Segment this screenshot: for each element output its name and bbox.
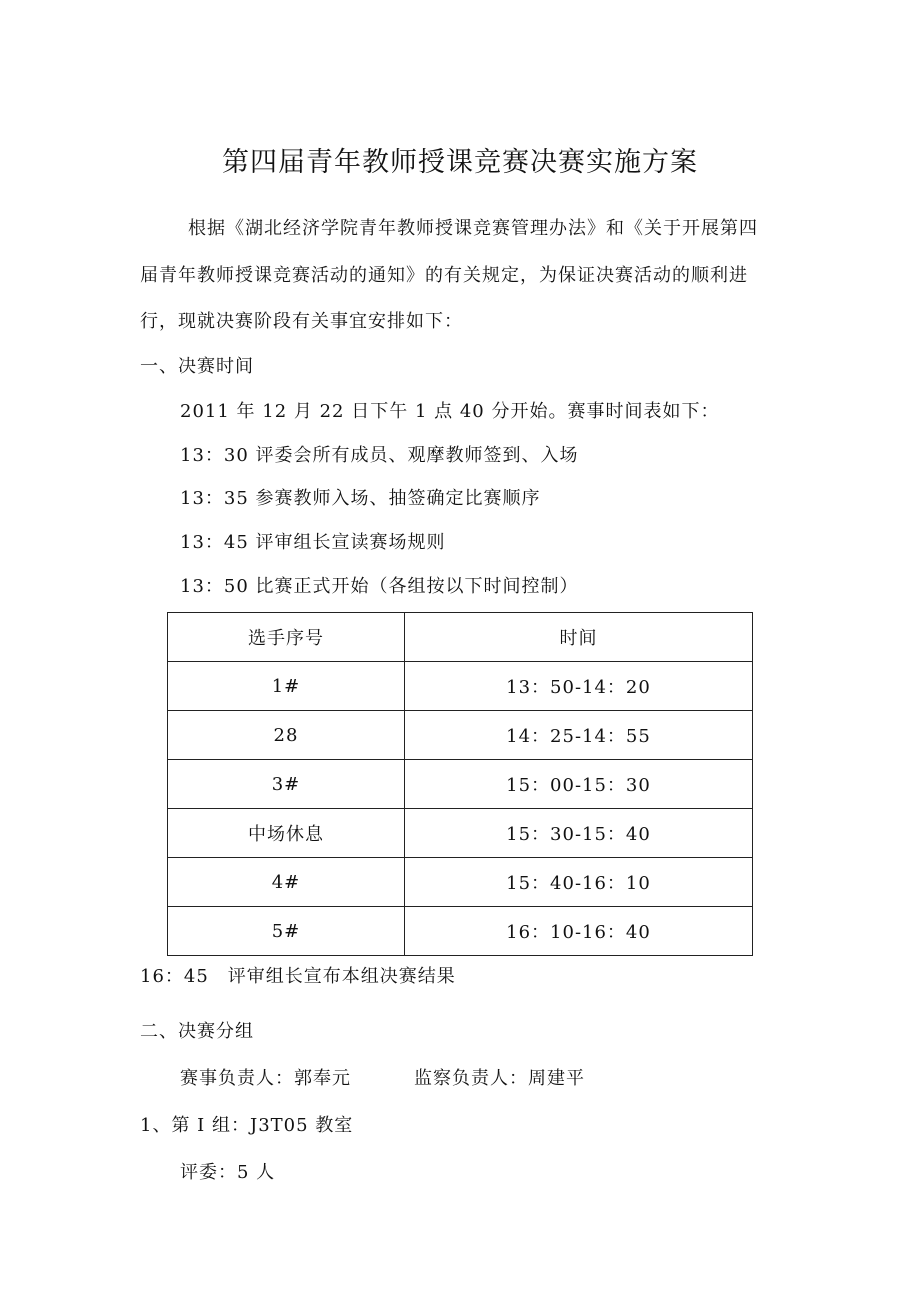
group-1-location: 1、第 I 组：J3T05 教室 (140, 1115, 354, 1136)
intro-line-3: 行，现就决赛阶段有关事宜安排如下： (140, 311, 463, 332)
table-row (168, 760, 753, 809)
schedule-item: 13：35 参赛教师入场、抽签确定比赛顺序 (180, 488, 541, 509)
supervisor: 监察负责人：周建平 (414, 1068, 585, 1089)
intro-line-1: 根据《湖北经济学院青年教师授课竞赛管理办法》和《关于开展第四 (188, 218, 758, 239)
schedule-table (167, 612, 753, 956)
page-title: 第四届青年教师授课竞赛决赛实施方案 (222, 147, 698, 178)
header-time: 时间 (405, 613, 753, 662)
table-row (168, 711, 753, 760)
table-row (168, 662, 753, 711)
contestant-cell: 中场休息 (168, 809, 405, 858)
time-cell: 15：40-16：10 (405, 858, 753, 907)
schedule-item: 13：30 评委会所有成员、观摩教师签到、入场 (180, 445, 579, 466)
table-row (168, 907, 753, 956)
time-cell: 16：10-16：40 (405, 907, 753, 956)
time-cell: 15：30-15：40 (405, 809, 753, 858)
start-time-text: 2011 年 12 月 22 日下午 1 点 40 分开始。赛事时间表如下： (180, 401, 720, 422)
schedule-item: 13：50 比赛正式开始（各组按以下时间控制） (180, 576, 579, 597)
event-head: 赛事负责人：郭奉元 (180, 1068, 351, 1089)
time-cell: 13：50-14：20 (405, 662, 753, 711)
contestant-cell: 28 (168, 711, 405, 760)
contestant-cell: 5# (168, 907, 405, 956)
table-row (168, 809, 753, 858)
contestant-cell: 3# (168, 760, 405, 809)
time-cell: 15：00-15：30 (405, 760, 753, 809)
schedule-item: 13：45 评审组长宣读赛场规则 (180, 532, 446, 553)
time-cell: 14：25-14：55 (405, 711, 753, 760)
table-row (168, 858, 753, 907)
judges-count: 评委：5 人 (180, 1162, 276, 1183)
header-contestant-number: 选手序号 (168, 613, 405, 662)
section1-heading: 一、决赛时间 (140, 356, 254, 377)
intro-line-2: 届青年教师授课竞赛活动的通知》的有关规定，为保证决赛活动的顺利进 (140, 265, 748, 286)
contestant-cell: 4# (168, 858, 405, 907)
contestant-cell: 1# (168, 662, 405, 711)
table-header-row (168, 613, 753, 662)
section2-heading: 二、决赛分组 (140, 1021, 254, 1042)
result-announcement: 16：45 评审组长宣布本组决赛结果 (140, 966, 456, 987)
